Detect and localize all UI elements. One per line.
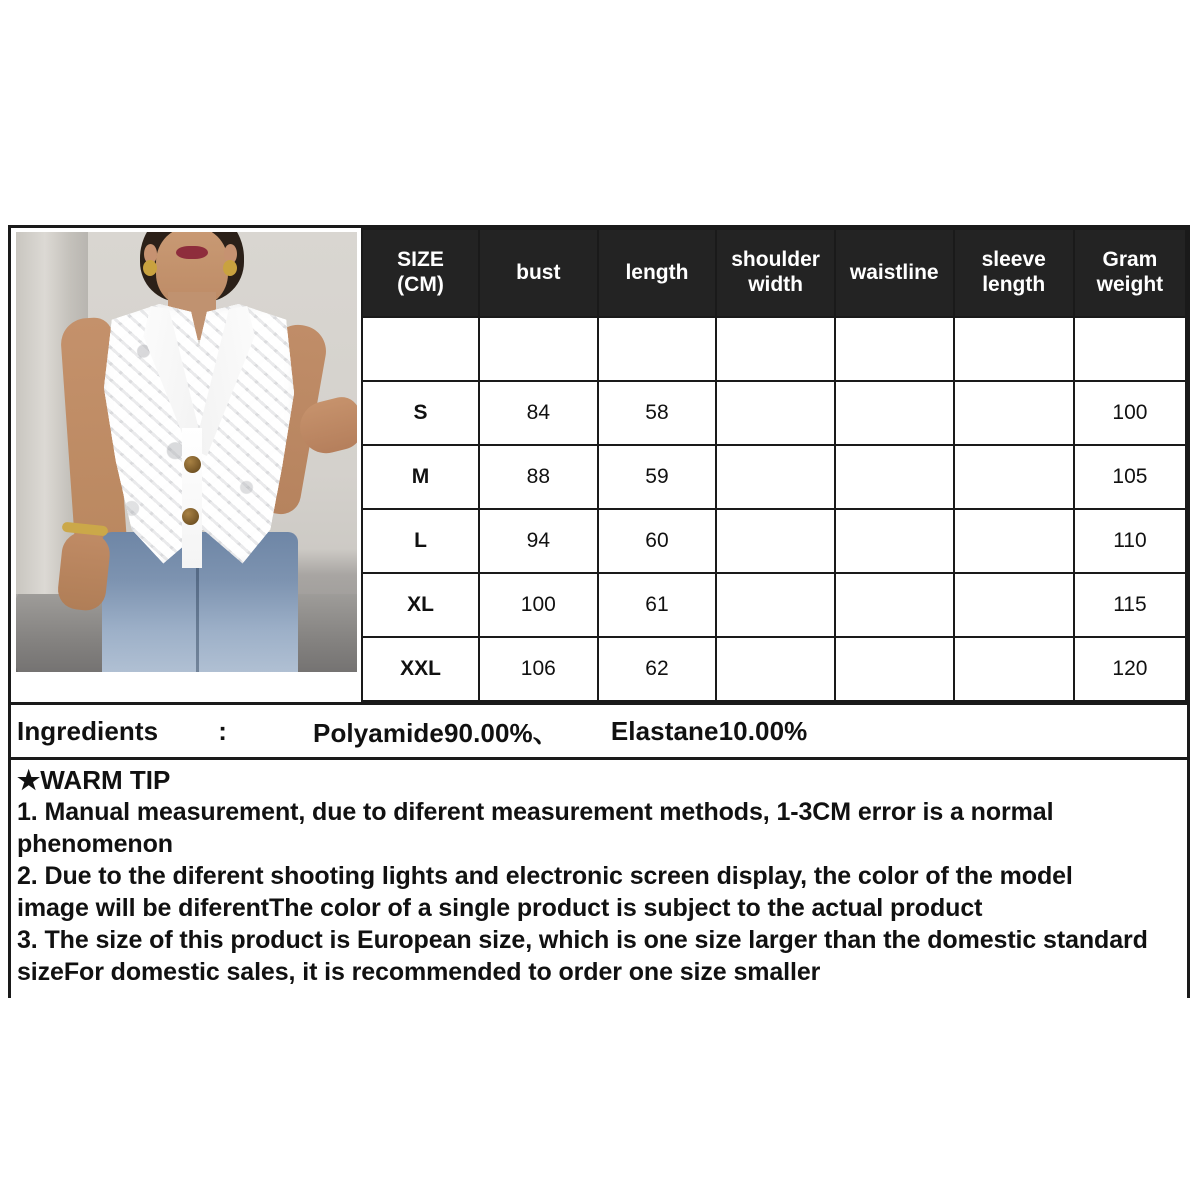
column-header-sleeve-line2: length: [982, 273, 1046, 296]
cell-sleeve-length: [954, 637, 1074, 701]
column-header-waistline: [835, 229, 954, 317]
cell-sleeve-length: [954, 381, 1074, 445]
column-header-shoulder-line2: width: [748, 273, 804, 296]
cell-gram-weight: 100: [1074, 381, 1186, 445]
column-header-size: [362, 229, 479, 317]
column-header-size-line2: (CM): [397, 273, 444, 296]
table-row: [362, 637, 1186, 701]
header-row: [362, 229, 1186, 317]
table-row-blank: [362, 317, 1186, 381]
cell-shoulder-width: [716, 445, 835, 509]
warm-tip-line: 2. Due to the diferent shooting lights and electronic screen display, the color of the model: [17, 862, 1073, 891]
cell-bust: 94: [479, 509, 598, 573]
column-header-bust: [479, 229, 598, 317]
cell-size: XXL: [362, 637, 479, 701]
cell-sleeve-length: [954, 445, 1074, 509]
cell-gram-weight: 115: [1074, 573, 1186, 637]
table-row: [362, 573, 1186, 637]
vest-placket: [182, 428, 202, 568]
column-header-waistline-line1: waistline: [849, 260, 939, 284]
warm-tip-line: 3. The size of this product is European size, which is one size larger than the domestic standard: [17, 926, 1148, 955]
cell-waistline: [835, 573, 954, 637]
cell-gram-weight: 105: [1074, 445, 1186, 509]
column-header-length-line1: length: [625, 260, 689, 284]
column-header-gram-weight: [1074, 229, 1186, 317]
cell-gram-weight: 120: [1074, 637, 1186, 701]
earring-left-icon: [143, 260, 157, 276]
ingredients-row: [11, 702, 1187, 760]
cell-shoulder-width: [716, 509, 835, 573]
ingredients-colon: :: [218, 715, 227, 746]
column-header-gram-line2: weight: [1096, 273, 1164, 296]
product-photo-cell: [11, 228, 361, 702]
cell-size: XL: [362, 573, 479, 637]
column-header-length: [598, 229, 717, 317]
cell-shoulder-width: [716, 637, 835, 701]
size-table-cell: [361, 228, 1187, 702]
cell-size: L: [362, 509, 479, 573]
cell-blank-bust: [479, 317, 598, 381]
vest-button-upper: [184, 456, 201, 473]
cell-bust: 106: [479, 637, 598, 701]
cell-shoulder-width: [716, 573, 835, 637]
model-lips: [176, 246, 208, 259]
cell-blank-length: [598, 317, 717, 381]
cell-length: 60: [598, 509, 717, 573]
column-header-size-line1: SIZE: [397, 248, 444, 272]
earring-right-icon: [223, 260, 237, 276]
warm-tip-line: phenomenon: [17, 830, 173, 859]
cell-length: 59: [598, 445, 717, 509]
cell-gram-weight: 110: [1074, 509, 1186, 573]
cell-size: M: [362, 445, 479, 509]
size-chart-sheet: [8, 225, 1190, 998]
cell-length: 61: [598, 573, 717, 637]
column-header-shoulder-width: [716, 229, 835, 317]
cell-blank-gram: [1074, 317, 1186, 381]
warm-tip-line: image will be diferentThe color of a single product is subject to the actual product: [17, 894, 983, 923]
cell-blank-sleeve: [954, 317, 1074, 381]
cell-blank-size: [362, 317, 479, 381]
warm-tip-line: sizeFor domestic sales, it is recommended to order one size smaller: [17, 958, 821, 987]
product-photo: [16, 232, 357, 672]
column-header-sleeve-length: [954, 229, 1074, 317]
column-header-sleeve-line1: sleeve: [981, 248, 1046, 272]
table-row: [362, 509, 1186, 573]
warm-tip-heading: ★WARM TIP: [17, 765, 171, 795]
cell-bust: 84: [479, 381, 598, 445]
cell-waistline: [835, 637, 954, 701]
cell-sleeve-length: [954, 509, 1074, 573]
size-measurement-table: [361, 228, 1187, 702]
cell-size: S: [362, 381, 479, 445]
model-left-hand: [56, 530, 112, 613]
cell-blank-waistline: [835, 317, 954, 381]
cell-length: 58: [598, 381, 717, 445]
warm-tip-line: 1. Manual measurement, due to diferent measurement methods, 1-3CM error is a normal: [17, 798, 1054, 827]
column-header-shoulder-line1: shoulder: [731, 248, 820, 272]
cell-waistline: [835, 445, 954, 509]
cell-shoulder-width: [716, 381, 835, 445]
cell-waistline: [835, 509, 954, 573]
cell-length: 62: [598, 637, 717, 701]
cell-bust: 88: [479, 445, 598, 509]
table-row: [362, 381, 1186, 445]
cell-waistline: [835, 381, 954, 445]
size-table-body: [362, 317, 1186, 701]
size-table-head: [362, 229, 1186, 317]
cell-sleeve-length: [954, 573, 1074, 637]
ingredients-value-elastane: Elastane10.00%: [610, 715, 808, 746]
table-row: [362, 445, 1186, 509]
ingredients-label: Ingredients: [17, 715, 159, 746]
photo-and-table-region: [11, 225, 1187, 702]
ingredients-value-polyamide: Polyamide90.00%、: [313, 717, 559, 748]
cell-blank-shoulder: [716, 317, 835, 381]
warm-tip-block: [11, 760, 1187, 998]
column-header-bust-line1: bust: [516, 260, 561, 284]
column-header-gram-line1: Gram: [1102, 248, 1158, 272]
cell-bust: 100: [479, 573, 598, 637]
vest-button-lower: [182, 508, 199, 525]
